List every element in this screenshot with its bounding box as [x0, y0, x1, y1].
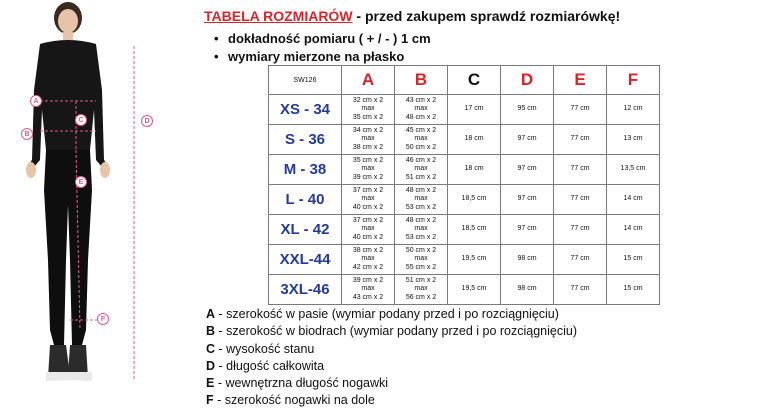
col-header-b: B [395, 66, 448, 95]
cell-line: max [361, 285, 375, 293]
legend-text: - szerokość nogawki na dole [213, 393, 375, 408]
legend-row-d [206, 358, 577, 375]
cell-f: 15 cm [607, 275, 660, 305]
model-figure [0, 0, 170, 413]
cell-c: 19,5 cm [448, 275, 501, 305]
legend-key: E [206, 376, 215, 391]
cell-line: max [414, 135, 428, 143]
cell-line: 43 cm x 2 [352, 293, 384, 301]
marker-e: E [75, 176, 87, 188]
cell-e: 77 cm [554, 125, 607, 155]
col-header-a: A [342, 66, 395, 95]
cell-line: max [361, 135, 375, 143]
legend-row-a [206, 306, 577, 323]
cell-line: 40 cm x 2 [352, 203, 384, 211]
cell-e: 77 cm [554, 215, 607, 245]
col-header-f: F [607, 66, 660, 95]
model-silhouette [0, 0, 170, 413]
cell-line: max [414, 225, 428, 233]
marker-b: B [21, 128, 33, 140]
cell-line: 39 cm x 2 [352, 276, 384, 284]
cell-line: 38 cm x 2 [352, 246, 384, 254]
cell-line: 43 cm x 2 [405, 96, 437, 104]
cell-line: 38 cm x 2 [352, 143, 384, 151]
legend-text: - szerokość w biodrach (wymiar podany przed i po rozciągnięciu) [215, 324, 577, 339]
cell-line: 51 cm x 2 [405, 173, 437, 181]
cell-a [342, 155, 395, 185]
legend-text: - wewnętrzna długość nogawki [214, 376, 389, 391]
table-row [269, 245, 660, 275]
note-accuracy: • dokładność pomiaru ( + / - ) 1 cm [214, 30, 431, 48]
col-header-e: E [554, 66, 607, 95]
cell-b [395, 125, 448, 155]
table-row [269, 125, 660, 155]
cell-line: 39 cm x 2 [352, 173, 384, 181]
cell-c: 18 cm [448, 155, 501, 185]
marker-c: C [75, 114, 87, 126]
table-row [269, 95, 660, 125]
size-label: XL - 42 [269, 215, 342, 245]
table-row [269, 215, 660, 245]
legend-text: - szerokość w pasie (wymiar podany przed i po rozciągnięciu) [215, 307, 559, 321]
cell-line: 42 cm x 2 [352, 263, 384, 271]
cell-line: max [414, 285, 428, 293]
cell-line: 48 cm x 2 [405, 186, 437, 194]
cell-e: 77 cm [554, 185, 607, 215]
cell-line: max [361, 105, 375, 113]
table-body [269, 95, 660, 305]
cell-e: 77 cm [554, 95, 607, 125]
legend-text: - długość całkowita [215, 358, 325, 373]
table-row [269, 155, 660, 185]
legend-key: D [206, 358, 216, 373]
cell-b [395, 215, 448, 245]
size-label: XXL-44 [269, 245, 342, 275]
cell-line: 55 cm x 2 [405, 263, 437, 271]
cell-f: 12 cm [607, 95, 660, 125]
cell-line: 50 cm x 2 [405, 143, 437, 151]
cell-line: 53 cm x 2 [405, 203, 437, 211]
cell-d: 97 cm [501, 185, 554, 215]
size-label: M - 38 [269, 155, 342, 185]
size-label: S - 36 [269, 125, 342, 155]
size-table [268, 65, 660, 305]
cell-b [395, 245, 448, 275]
legend-row-b [206, 323, 577, 340]
size-label: XS - 34 [269, 95, 342, 125]
marker-a: A [30, 95, 42, 107]
cell-d: 98 cm [501, 275, 554, 305]
page-title [204, 8, 620, 24]
legend-row-f [206, 392, 577, 409]
col-header-c: C [448, 66, 501, 95]
cell-a [342, 275, 395, 305]
cell-f: 14 cm [607, 215, 660, 245]
size-label: L - 40 [269, 185, 342, 215]
cell-c: 19,5 cm [448, 245, 501, 275]
cell-f: 14 cm [607, 185, 660, 215]
title-rest: - przed zakupem sprawdź rozmiarówkę! [352, 8, 621, 24]
legend-row-e [206, 375, 577, 392]
cell-line: 37 cm x 2 [352, 216, 384, 224]
marker-d: D [141, 115, 153, 127]
cell-line: 37 cm x 2 [352, 186, 384, 194]
cell-line: 32 cm x 2 [352, 96, 384, 104]
cell-line: 40 cm x 2 [352, 233, 384, 241]
cell-line: max [361, 255, 375, 263]
cell-line: 35 cm x 2 [352, 156, 384, 164]
cell-line: max [361, 195, 375, 203]
cell-f: 13 cm [607, 125, 660, 155]
cell-line: max [414, 255, 428, 263]
cell-line: max [414, 105, 428, 113]
cell-line: max [361, 165, 375, 173]
cell-line: 48 cm x 2 [405, 113, 437, 121]
cell-b [395, 95, 448, 125]
legend-row-c [206, 341, 577, 358]
legend [206, 306, 577, 410]
cell-line: 45 cm x 2 [405, 126, 437, 134]
cell-line: max [414, 195, 428, 203]
cell-e: 77 cm [554, 275, 607, 305]
size-label: 3XL-46 [269, 275, 342, 305]
col-header-d: D [501, 66, 554, 95]
cell-d: 98 cm [501, 245, 554, 275]
cell-d: 95 cm [501, 95, 554, 125]
cell-c: 17 cm [448, 95, 501, 125]
cell-c: 18 cm [448, 125, 501, 155]
cell-line: 51 cm x 2 [405, 276, 437, 284]
cell-a [342, 215, 395, 245]
cell-b [395, 275, 448, 305]
cell-a [342, 185, 395, 215]
notes-list [214, 30, 431, 66]
cell-b [395, 155, 448, 185]
cell-f: 13,5 cm [607, 155, 660, 185]
legend-text: - wysokość stanu [215, 341, 315, 356]
cell-a [342, 125, 395, 155]
cell-d: 97 cm [501, 125, 554, 155]
cell-e: 77 cm [554, 245, 607, 275]
cell-d: 97 cm [501, 155, 554, 185]
cell-line: 46 cm x 2 [405, 156, 437, 164]
marker-f: F [97, 313, 109, 325]
cell-line: 53 cm x 2 [405, 233, 437, 241]
legend-key: C [206, 341, 216, 356]
cell-line: max [361, 225, 375, 233]
table-row [269, 275, 660, 305]
cell-a [342, 95, 395, 125]
table-header-row [269, 66, 660, 95]
legend-key: B [206, 324, 216, 339]
product-code: SW126 [269, 66, 342, 95]
cell-line: max [414, 165, 428, 173]
cell-line: 35 cm x 2 [352, 113, 384, 121]
note-flat: • wymiary mierzone na płasko [214, 48, 431, 66]
cell-c: 18,5 cm [448, 215, 501, 245]
title-brand: TABELA ROZMIARÓW [204, 8, 353, 24]
cell-e: 77 cm [554, 155, 607, 185]
cell-line: 34 cm x 2 [352, 126, 384, 134]
cell-d: 97 cm [501, 215, 554, 245]
table-row [269, 185, 660, 215]
cell-a [342, 245, 395, 275]
cell-f: 15 cm [607, 245, 660, 275]
cell-b [395, 185, 448, 215]
legend-key: A [206, 307, 216, 321]
legend-key: F [206, 393, 214, 408]
cell-line: 50 cm x 2 [405, 246, 437, 254]
cell-line: 56 cm x 2 [405, 293, 437, 301]
cell-line: 48 cm x 2 [405, 216, 437, 224]
cell-c: 18,5 cm [448, 185, 501, 215]
